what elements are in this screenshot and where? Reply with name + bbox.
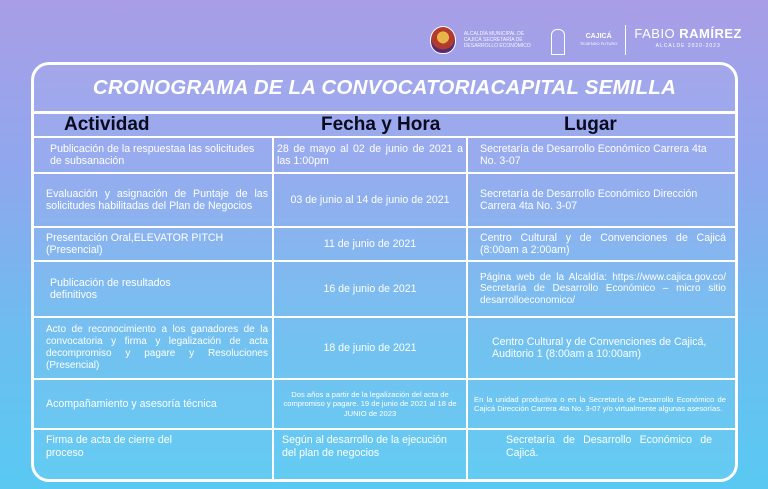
cajica-logo: [580, 33, 618, 47]
row-place: Página web de la Alcaldía: https://www.cajica.gov.co/ Secretaría de Desarrollo Económico – micro sitio desarrolloeconomico/: [480, 271, 726, 306]
table-row: [34, 136, 735, 172]
table-row: [34, 428, 735, 482]
header-date: Fecha y Hora: [321, 114, 441, 135]
shield-caption: ALCALDÍA MUNICIPAL DE CAJICÁ SECRETARÍA DE DESARROLLO ECONÓMICO: [463, 31, 531, 49]
mayor-last-name: RAMÍREZ: [679, 26, 742, 41]
row-place: Secretaría de Desarrollo Económico de Cajicá.: [506, 434, 712, 459]
header-activity: Actividad: [64, 114, 150, 135]
table-row: [34, 226, 735, 260]
row-activity: Publicación de resultados definitivos: [50, 276, 171, 301]
row-date: Dos años a partir de la legalización del acta de compromiso y pagare. 19 de junio de 2021 al 18 de JUNIO de 2023: [272, 380, 468, 428]
cajica-logo-title: CAJICÁ: [585, 33, 612, 40]
church-logo-icon: [542, 25, 572, 55]
row-activity: Publicación de la respuestaa las solicitudes de subsanación: [50, 142, 255, 167]
mayor-subtitle: ALCALDE 2020-2023: [655, 43, 721, 49]
row-date: 11 de junio de 2021: [272, 228, 468, 260]
municipal-shield-logo: [430, 26, 456, 54]
cajica-logo-sub: TEJIENDO FUTURO: [579, 41, 618, 46]
row-place: Centro Cultural y de Convenciones de Cajicá (8:00am a 2:00am): [480, 231, 726, 256]
mayor-first-name: FABIO: [634, 26, 680, 41]
logo-divider: [625, 25, 626, 55]
row-date: 28 de mayo al 02 de junio de 2021 a las 1:00pm: [272, 138, 468, 172]
table-row: [34, 260, 735, 316]
table-row: [34, 378, 735, 428]
row-activity: Acto de reconocimiento a los ganadores de la convocatoria y firma y legalización de acta decompromiso y pagare y Resoluciones (Presencial): [46, 324, 268, 371]
header-logos: [430, 22, 742, 58]
row-place: Centro Cultural y de Convenciones de Cajicá, Auditorio 1 (8:00am a 10:00am): [492, 335, 707, 360]
row-date: 03 de junio al 14 de junio de 2021: [272, 174, 468, 226]
row-date: 16 de junio de 2021: [272, 262, 468, 316]
row-date: 18 de junio de 2021: [272, 318, 468, 378]
schedule-card: [31, 62, 738, 482]
row-place: Secretaría de Desarrollo Económico Carrera 4ta No. 3-07: [480, 142, 707, 167]
row-place: Secretaría de Desarrollo Económico Dirección Carrera 4ta No. 3-07: [480, 187, 698, 212]
table-row: [34, 172, 735, 226]
row-activity: Firma de acta de cierre del proceso: [46, 434, 173, 459]
table-row: [34, 316, 735, 378]
row-activity: Evaluación y asignación de Puntaje de las solicitudes habilitadas del Plan de Negocios: [46, 187, 268, 212]
schedule-title: CRONOGRAMA DE LA CONVOCATORIACAPITAL SEMILLA: [92, 76, 677, 99]
mayor-logo: [634, 27, 742, 53]
row-activity: Acompañamiento y asesoría técnica: [46, 397, 217, 410]
row-date: Según al desarrollo de la ejecución del plan de negocios: [272, 430, 468, 482]
header-place: Lugar: [564, 114, 617, 135]
table-header: [34, 114, 735, 136]
row-activity: Presentación Oral,ELEVATOR PITCH (Presencial): [46, 231, 224, 256]
row-place: En la unidad productiva o en la Secretaría de Desarrollo Económico de Cajicá Dirección Carrera 4ta No. 3-07 y/o virtualmente algunas asesorías.: [474, 394, 726, 413]
